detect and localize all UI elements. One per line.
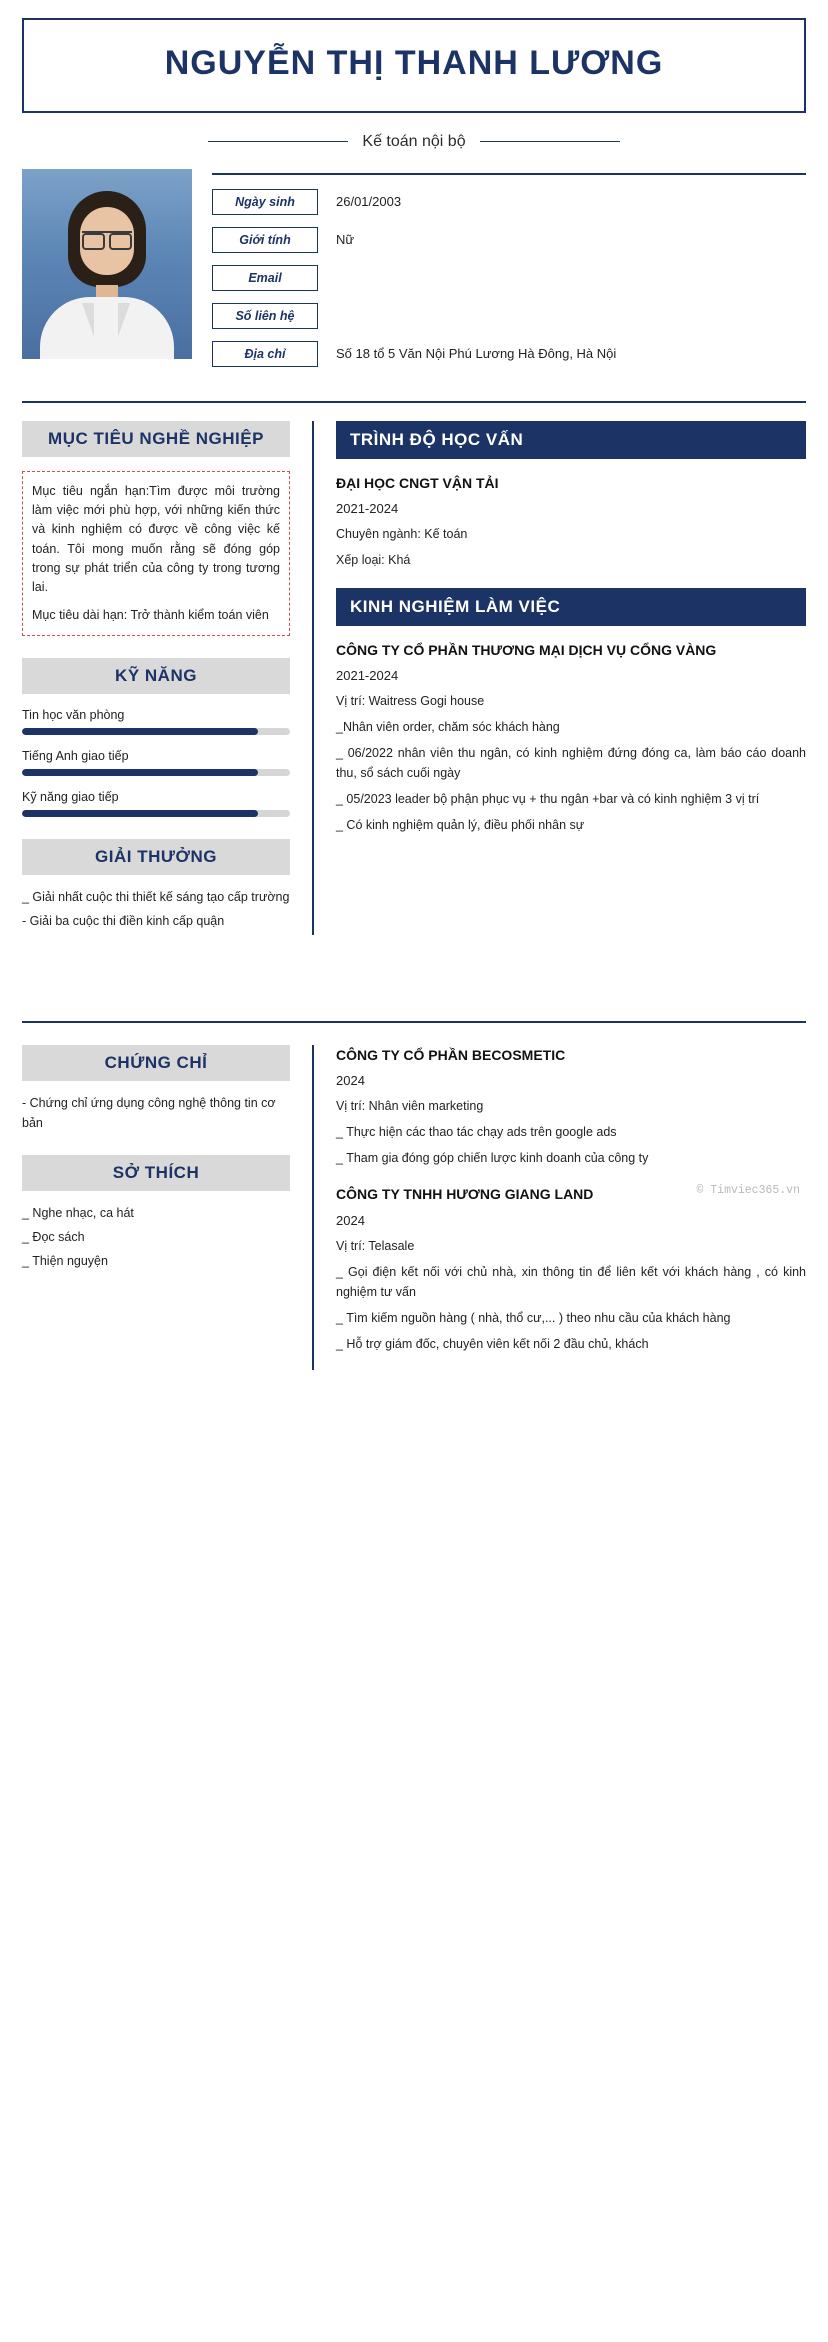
lower-right-column bbox=[314, 1045, 806, 1370]
info-row-email bbox=[212, 265, 806, 291]
info-label-phone: Số liên hệ bbox=[212, 303, 318, 329]
experience-item bbox=[336, 1045, 806, 1168]
skill-fill bbox=[22, 810, 258, 817]
list-item: _ Giải nhất cuộc thi thiết kế sáng tạo cấp trường bbox=[22, 890, 290, 905]
list-item: _ Đọc sách bbox=[22, 1230, 85, 1245]
awards-heading: GIẢI THƯỞNG bbox=[22, 839, 290, 875]
main-columns bbox=[0, 403, 828, 936]
job-title-row bbox=[0, 133, 828, 151]
avatar-body bbox=[40, 297, 174, 359]
left-column bbox=[22, 421, 312, 936]
objective-long-term: Mục tiêu dài hạn: Trở thành kiểm toán viên bbox=[32, 607, 269, 622]
info-label-gender: Giới tính bbox=[212, 227, 318, 253]
experience-detail: _ Hỗ trợ giám đốc, chuyên viên kết nối 2 đầu chủ, khách bbox=[336, 1336, 649, 1351]
photo-column bbox=[22, 169, 192, 379]
experience-company: CÔNG TY TNHH HƯƠNG GIANG LAND bbox=[336, 1186, 594, 1203]
experience-detail: _ Có kinh nghiệm quản lý, điều phối nhân sự bbox=[336, 818, 585, 833]
skills-heading: KỸ NĂNG bbox=[22, 658, 290, 694]
title-divider-right bbox=[480, 141, 620, 142]
list-item: - Giải ba cuộc thi điền kinh cấp quận bbox=[22, 914, 225, 929]
right-column bbox=[314, 421, 806, 936]
certificates-list bbox=[22, 1093, 290, 1133]
experience-position: Vị trí: Waitress Gogi house bbox=[336, 694, 485, 709]
experience-years: 2021-2024 bbox=[336, 668, 399, 684]
info-row-address bbox=[212, 341, 806, 367]
objective-heading: MỤC TIÊU NGHỀ NGHIỆP bbox=[22, 421, 290, 457]
awards-list bbox=[22, 887, 290, 931]
education-heading: TRÌNH ĐỘ HỌC VẤN bbox=[336, 421, 806, 459]
experience-position: Vị trí: Telasale bbox=[336, 1238, 415, 1253]
experience-detail: _ Thực hiện các thao tác chạy ads trên google ads bbox=[336, 1125, 617, 1140]
skill-fill bbox=[22, 728, 258, 735]
info-top-divider bbox=[212, 173, 806, 175]
interests-heading: SỞ THÍCH bbox=[22, 1155, 290, 1191]
info-label-birthday: Ngày sinh bbox=[212, 189, 318, 215]
skill-track bbox=[22, 728, 290, 735]
info-value-address: Số 18 tổ 5 Văn Nội Phú Lương Hà Đông, Hà Nội bbox=[336, 346, 617, 361]
skill-item bbox=[22, 749, 290, 776]
skill-item bbox=[22, 708, 290, 735]
experience-company: CÔNG TY CỔ PHẦN BECOSMETIC bbox=[336, 1047, 566, 1064]
info-label-email: Email bbox=[212, 265, 318, 291]
info-column bbox=[212, 169, 806, 379]
objective-box bbox=[22, 471, 290, 637]
list-item: _ Nghe nhạc, ca hát bbox=[22, 1206, 134, 1221]
watermark: © Timviec365.vn bbox=[696, 1184, 800, 1197]
experience-years: 2024 bbox=[336, 1073, 365, 1089]
experience-position: Vị trí: Nhân viên marketing bbox=[336, 1099, 484, 1114]
education-years: 2021-2024 bbox=[336, 500, 399, 516]
personal-info-section bbox=[0, 151, 828, 389]
interests-list bbox=[22, 1203, 290, 1271]
skill-label: Tiếng Anh giao tiếp bbox=[22, 749, 129, 764]
experience-detail: _ 05/2023 leader bộ phận phục vụ + thu ngân +bar và có kinh nghiệm 3 vị trí bbox=[336, 792, 760, 807]
education-grade: Xếp loại: Khá bbox=[336, 552, 411, 567]
experience-detail: _ Gọi điện kết nối với chủ nhà, xin thông tin để liên kết với khách hàng , có kinh nghiệm tư vấn bbox=[336, 1264, 806, 1299]
experience-detail: _Nhân viên order, chăm sóc khách hàng bbox=[336, 720, 560, 735]
experience-years: 2024 bbox=[336, 1212, 365, 1228]
skill-track bbox=[22, 810, 290, 817]
info-value-gender: Nữ bbox=[336, 232, 355, 247]
info-row-phone bbox=[212, 303, 806, 329]
experience-detail: _ Tham gia đóng góp chiến lược kinh doanh của công ty bbox=[336, 1151, 649, 1166]
experience-item bbox=[336, 640, 806, 835]
skill-fill bbox=[22, 769, 258, 776]
avatar-collar-right bbox=[118, 303, 130, 337]
experience-item bbox=[336, 1184, 806, 1353]
page-title: NGUYỄN THỊ THANH LƯƠNG bbox=[164, 44, 664, 82]
experience-detail: _ 06/2022 nhân viên thu ngân, có kinh nghiệm đứng đóng ca, làm báo cáo doanh thu, sổ sách cuối ngày bbox=[336, 746, 806, 781]
header-box bbox=[22, 18, 806, 113]
header-section bbox=[0, 0, 828, 113]
avatar bbox=[22, 169, 192, 359]
skill-label: Tin học văn phòng bbox=[22, 708, 125, 723]
list-item: - Chứng chỉ ứng dụng công nghệ thông tin cơ bản bbox=[22, 1096, 276, 1131]
info-label-address: Địa chỉ bbox=[212, 341, 318, 367]
info-row-birthday bbox=[212, 189, 806, 215]
job-title: Kế toán nội bộ bbox=[362, 132, 466, 150]
skill-label: Kỹ năng giao tiếp bbox=[22, 790, 119, 805]
list-item: _ Thiện nguyện bbox=[22, 1254, 108, 1269]
experience-detail: _ Tìm kiếm nguồn hàng ( nhà, thổ cư,... ) theo nhu cầu của khách hàng bbox=[336, 1310, 731, 1325]
info-value-birthday: 26/01/2003 bbox=[336, 194, 402, 209]
lower-left-column bbox=[22, 1045, 312, 1370]
avatar-collar-left bbox=[82, 303, 94, 337]
certificates-heading: CHỨNG CHỈ bbox=[22, 1045, 290, 1081]
education-major: Chuyên ngành: Kế toán bbox=[336, 526, 468, 541]
skill-item bbox=[22, 790, 290, 817]
glasses-icon bbox=[82, 231, 132, 247]
experience-company: CÔNG TY CỔ PHẦN THƯƠNG MẠI DỊCH VỤ CỔNG VÀNG bbox=[336, 641, 717, 658]
objective-short-term: Mục tiêu ngắn hạn:Tìm được môi trường làm việc mới phù hợp, với những kiến thức và kinh nghiệm có được về công việc kế toán. Tôi mong muốn rằng sẽ đóng góp trong sự phát triển của công ty trong tương lai. bbox=[32, 483, 280, 595]
education-school: ĐẠI HỌC CNGT VẬN TẢI bbox=[336, 474, 499, 491]
skill-track bbox=[22, 769, 290, 776]
info-row-gender bbox=[212, 227, 806, 253]
experience-heading: KINH NGHIỆM LÀM VIỆC bbox=[336, 588, 806, 626]
title-divider-left bbox=[208, 141, 348, 142]
